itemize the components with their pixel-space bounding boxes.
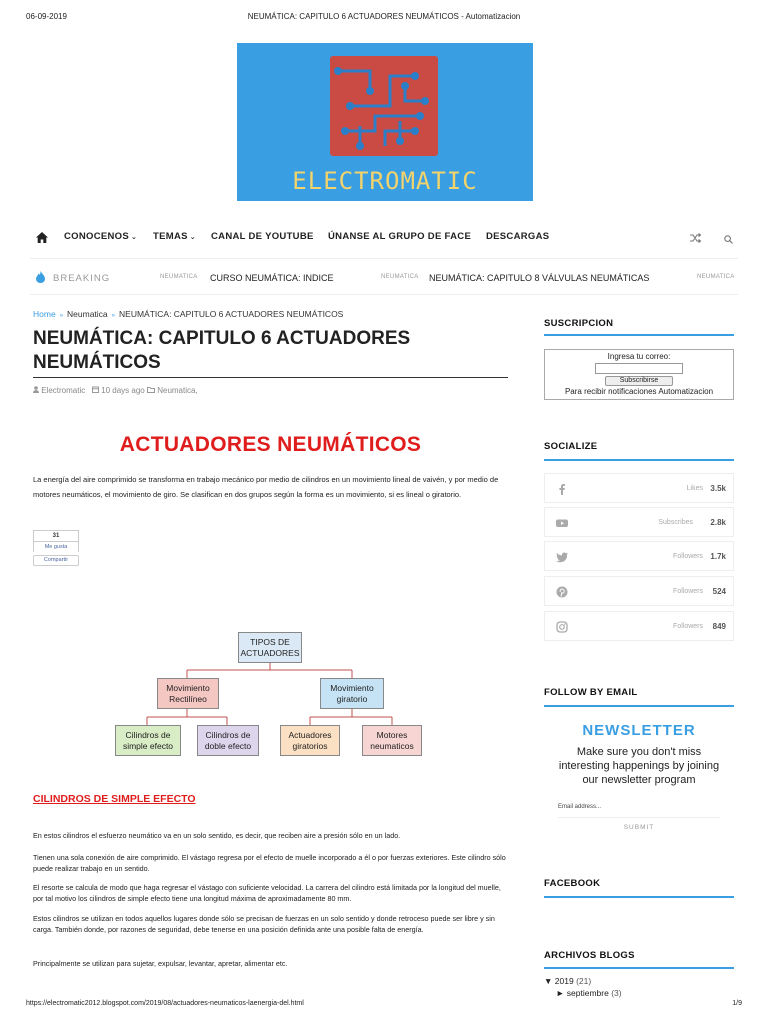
divider	[30, 294, 738, 295]
social-row-pinterest[interactable]	[544, 576, 734, 606]
news-link[interactable]: NEUMÁTICA: CAPITULO 8 VÁLVULAS NEUMÁTICAS	[429, 273, 650, 283]
post-author[interactable]: Electromatic	[41, 386, 86, 395]
nav-item-descargas[interactable]: DESCARGAS	[486, 231, 550, 242]
diagram-leaf: Motores neumaticos	[362, 725, 422, 756]
social-count: 849	[712, 622, 726, 631]
widget-title-socialize: SOCIALIZE	[544, 441, 598, 452]
main-nav	[30, 222, 738, 252]
widget-rule	[544, 459, 734, 461]
social-count: 1.7k	[710, 552, 726, 561]
news-tag[interactable]: NEUMATICA	[381, 274, 419, 280]
divider	[33, 377, 508, 378]
breadcrumb-home[interactable]: Home	[33, 309, 56, 319]
diagram-leaf: Actuadores giratorios	[280, 725, 340, 756]
widget-title-facebook: FACEBOOK	[544, 878, 601, 889]
news-tag[interactable]: NEUMATICA	[160, 274, 198, 280]
print-header	[26, 12, 742, 24]
post-category[interactable]: Neumatica,	[157, 386, 198, 395]
sub-heading: CILINDROS DE SIMPLE EFECTO	[33, 793, 196, 805]
archive-year-count: (21)	[576, 976, 592, 986]
breaking-label: BREAKING	[53, 273, 111, 284]
post-meta	[33, 386, 198, 395]
subscription-form	[544, 349, 734, 400]
fire-icon	[36, 271, 45, 285]
paragraph: El resorte se calcula de modo que haga regresar el vástago con suficiente velocidad. La carrera del cilindro está limitada por la longitud del muelle, por tal motivo los cilindros de simple efecto tiene una longitud máxima de aproximadamente 80 mm.	[33, 883, 501, 903]
widget-rule	[544, 967, 734, 969]
widget-title-subscription: SUSCRIPCION	[544, 318, 614, 329]
print-date: 06-09-2019	[26, 12, 67, 21]
social-row-facebook[interactable]	[544, 473, 734, 503]
like-count: 31	[33, 530, 79, 542]
social-count: 2.8k	[710, 518, 726, 527]
archive-year-label: ▼ 2019	[544, 976, 574, 986]
widget-title-archive: ARCHIVOS BLOGS	[544, 950, 635, 961]
youtube-icon	[556, 516, 568, 528]
paragraph: Estos cilindros se utilizan en todos aquellos lugares donde sólo se precisan de fuerzas en un solo sentido y donde retroceso puede ser libre y sin carga. También donde, por razones de seguridad, debe tenerse en una posición definida ante una posible falta de energía.	[33, 914, 495, 934]
social-label: Subscribes	[658, 519, 693, 526]
paragraph: Tienen una sola conexión de aire comprimido. El vástago regresa por el efecto de muelle incorporado a él o por fuerzas exteriores. Este cilindro sólo puede realizar trabajo en un sentido.	[33, 853, 506, 873]
post-title: NEUMÁTICA: CAPITULO 6 ACTUADORES NEUMÁTICOS	[33, 328, 411, 373]
social-row-twitter[interactable]	[544, 541, 734, 571]
widget-rule	[544, 705, 734, 707]
home-icon[interactable]	[36, 230, 48, 248]
pinterest-icon	[556, 585, 568, 597]
nav-label: TEMAS	[153, 231, 188, 242]
like-button[interactable]: Me gusta	[33, 542, 79, 552]
paragraph: Principalmente se utilizan para sujetar, expulsar, levantar, apretar, alimentar etc.	[33, 959, 288, 968]
newsletter-email-input[interactable]: Email address...	[558, 804, 720, 818]
diagram-node-rectilinear: Movimiento Rectilíneo	[157, 678, 219, 709]
subscribe-button[interactable]: Subscribirse	[605, 376, 673, 386]
chip-graphic	[330, 56, 438, 156]
paragraph: En estos cilindros el esfuerzo neumático va en un solo sentido, es decir, que reciben aire a presión sólo en un lado.	[33, 831, 401, 840]
intro-paragraph: La energía del aire comprimido se transforma en trabajo mecánico por medio de cilindros en un movimiento lineal de vaivén, y por medio de motores neumáticos, el movimiento de giro. Se clasifican en dos grupos según la forma es un movimiento, si es lineal o giratorio.	[33, 475, 499, 499]
diagram-node-rotary: Movimiento giratorio	[320, 678, 384, 709]
chevron-down-icon: ⌄	[130, 234, 138, 241]
widget-title-follow: FOLLOW BY EMAIL	[544, 687, 638, 698]
archive-month-label: ► septiembre	[556, 988, 609, 998]
divider	[30, 258, 738, 259]
widget-rule	[544, 334, 734, 336]
social-label: Followers	[673, 553, 703, 560]
social-count: 3.5k	[710, 484, 726, 493]
social-count: 524	[712, 587, 726, 596]
facebook-icon	[556, 482, 568, 494]
facebook-like-widget	[33, 530, 79, 566]
folder-icon	[147, 386, 157, 395]
instagram-icon	[556, 620, 568, 632]
social-label: Followers	[673, 623, 703, 630]
actuator-diagram	[110, 630, 440, 765]
print-page-number: 1/9	[732, 1000, 742, 1007]
social-row-youtube[interactable]	[544, 507, 734, 537]
newsletter-submit-button[interactable]: SUBMIT	[623, 824, 655, 831]
subscription-label: Ingresa tu correo:	[607, 352, 671, 361]
widget-rule	[544, 896, 734, 898]
search-icon[interactable]	[724, 231, 733, 249]
newsletter-widget	[544, 722, 734, 831]
shuffle-icon[interactable]	[690, 230, 701, 248]
diagram-leaf: Cilindros de simple efecto	[115, 725, 181, 756]
breadcrumb-separator: »	[111, 313, 116, 319]
breadcrumb-current: NEUMÁTICA: CAPITULO 6 ACTUADORES NEUMÁTICOS	[119, 309, 344, 319]
nav-item-facebook-group[interactable]: ÚNANSE AL GRUPO DE FACE	[328, 231, 472, 242]
subscription-email-input[interactable]	[595, 363, 683, 374]
user-icon	[33, 386, 41, 395]
archive-list	[544, 975, 622, 999]
print-title: NEUMÁTICA: CAPITULO 6 ACTUADORES NEUMÁTICOS - Automatizacion	[247, 12, 521, 21]
archive-year[interactable]	[544, 975, 622, 987]
archive-month[interactable]	[544, 987, 622, 999]
nav-item-youtube[interactable]: CANAL DE YOUTUBE	[211, 231, 314, 242]
news-tag[interactable]: NEUMATICA	[697, 274, 735, 280]
archive-month-count: (3)	[611, 988, 622, 998]
breadcrumb-separator: »	[59, 313, 64, 319]
twitter-icon	[556, 550, 568, 562]
post-date: 10 days ago	[101, 386, 145, 395]
nav-item-temas[interactable]	[153, 231, 196, 242]
breadcrumb-category[interactable]: Neumatica	[67, 309, 108, 319]
calendar-icon	[92, 386, 101, 395]
print-url: https://electromatic2012.blogspot.com/2019/08/actuadores-neumaticos-laenergia-del.html	[26, 1000, 304, 1007]
newsletter-description: Make sure you don't miss interesting happenings by joining our newsletter program	[558, 746, 720, 786]
newsletter-title: NEWSLETTER	[582, 722, 696, 739]
print-footer	[26, 1000, 742, 1012]
share-button[interactable]: Compartir	[33, 555, 79, 566]
news-link[interactable]: CURSO NEUMÁTICA: INDICE	[210, 273, 334, 283]
section-heading: ACTUADORES NEUMÁTICOS	[119, 433, 422, 456]
breadcrumb	[33, 309, 343, 319]
chevron-down-icon: ⌄	[189, 234, 196, 241]
social-label: Followers	[673, 588, 703, 595]
social-row-instagram[interactable]	[544, 611, 734, 641]
nav-label: CONOCENOS	[64, 231, 129, 242]
diagram-leaf: Cilindros de doble efecto	[197, 725, 259, 756]
nav-item-conocenos[interactable]	[64, 231, 137, 242]
diagram-root: TIPOS DE ACTUADORES	[238, 632, 302, 663]
site-logo[interactable]	[237, 43, 533, 201]
subscription-note: Para recibir notificaciones Automatizacion	[564, 387, 714, 396]
logo-text: ELECTROMATIC	[292, 167, 478, 195]
breaking-ticker	[30, 268, 738, 290]
social-label: Likes	[686, 485, 703, 492]
